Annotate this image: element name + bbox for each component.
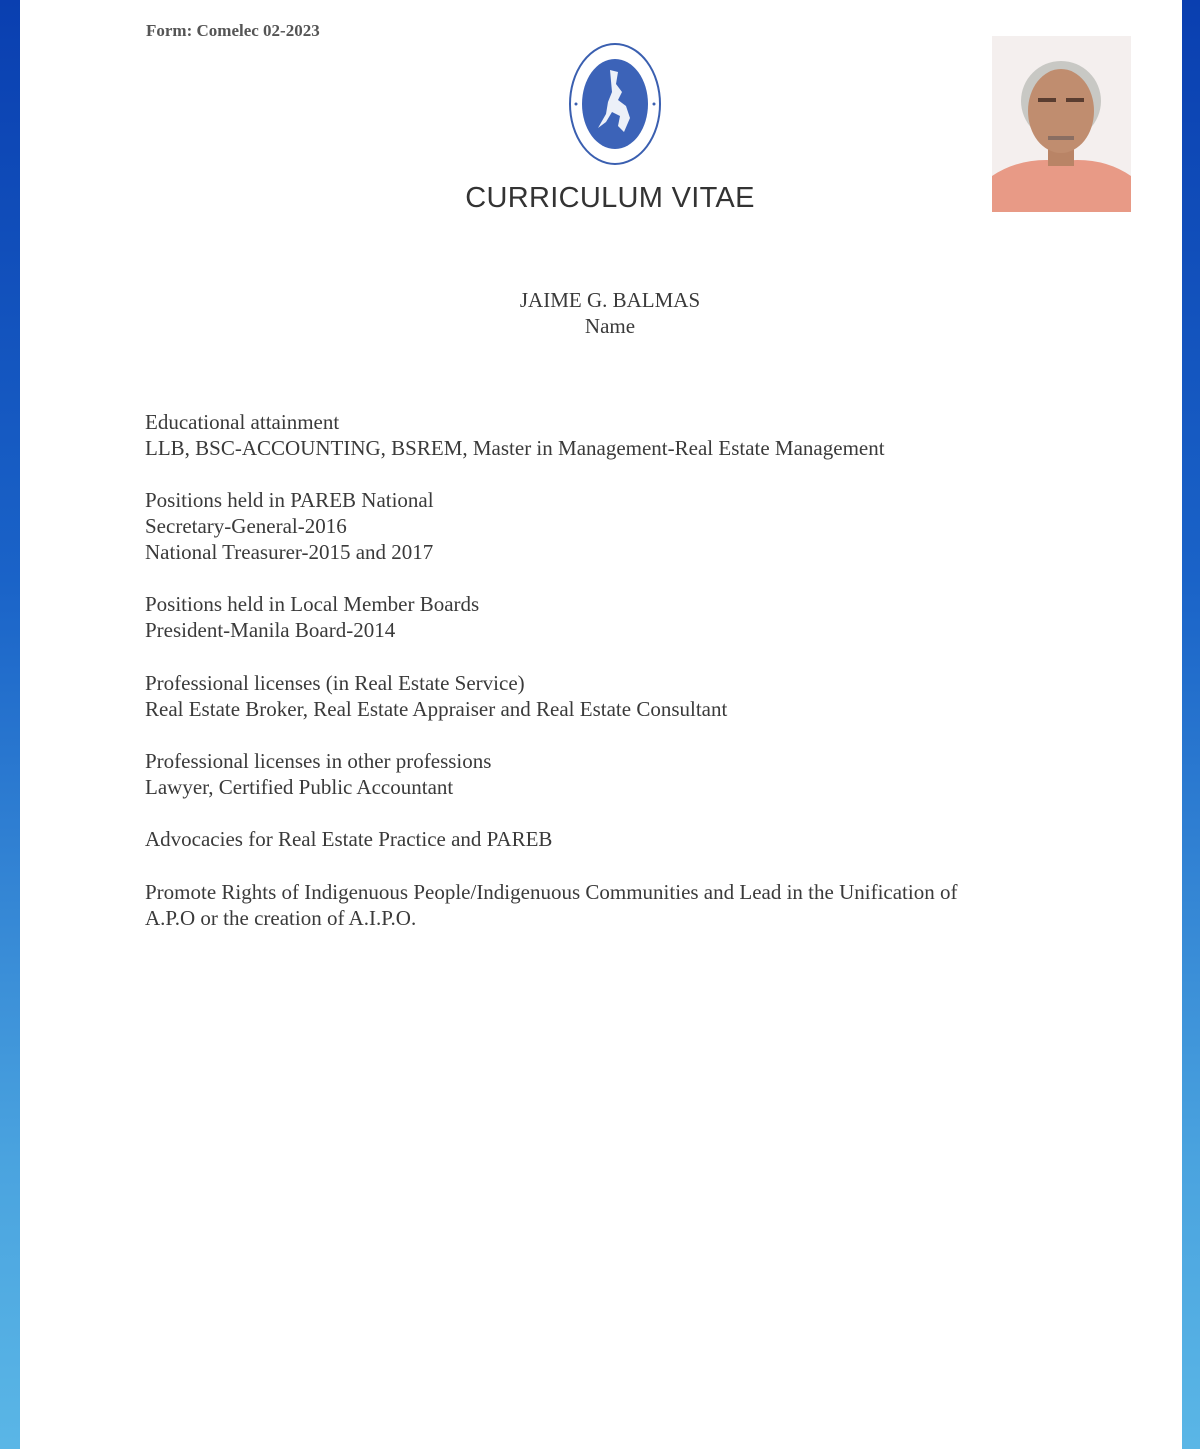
section-line: A.P.O or the creation of A.I.P.O. — [145, 906, 417, 930]
section-line: Secretary-General-2016 — [145, 514, 347, 538]
section-heading: Positions held in PAREB National — [145, 488, 434, 512]
section-other-licenses — [145, 748, 491, 800]
section-line: LLB, BSC-ACCOUNTING, BSREM, Master in Management-Real Estate Management — [145, 436, 885, 460]
form-label: Form: Comelec 02-2023 — [146, 21, 320, 40]
section-heading: Professional licenses (in Real Estate Service) — [145, 671, 525, 695]
section-local-boards — [145, 591, 479, 643]
section-line: Lawyer, Certified Public Accountant — [145, 775, 454, 799]
section-heading: Positions held in Local Member Boards — [145, 592, 480, 616]
section-advocacy-text — [145, 879, 957, 931]
applicant-photo — [992, 36, 1131, 212]
section-heading: Professional licenses in other professions — [145, 749, 492, 773]
section-line: Promote Rights of Indigenuous People/Indigenuous Communities and Lead in the Unification of — [145, 880, 958, 904]
section-heading: Advocacies for Real Estate Practice and PAREB — [145, 827, 553, 851]
applicant-name: JAIME G. BALMAS — [519, 288, 701, 312]
document-page — [20, 0, 1182, 1449]
section-pareb-national — [145, 487, 434, 565]
section-education — [145, 409, 885, 461]
section-heading: Educational attainment — [145, 410, 340, 434]
name-label: Name — [584, 314, 636, 338]
pareb-logo — [568, 42, 662, 166]
document-title: CURRICULUM VITAE — [465, 182, 755, 214]
section-advocacies — [145, 826, 552, 852]
section-line: President-Manila Board-2014 — [145, 618, 396, 642]
section-line: National Treasurer-2015 and 2017 — [145, 540, 434, 564]
name-block — [20, 287, 1200, 339]
section-real-estate-licenses — [145, 670, 727, 722]
section-line: Real Estate Broker, Real Estate Appraiser and Real Estate Consultant — [145, 697, 728, 721]
